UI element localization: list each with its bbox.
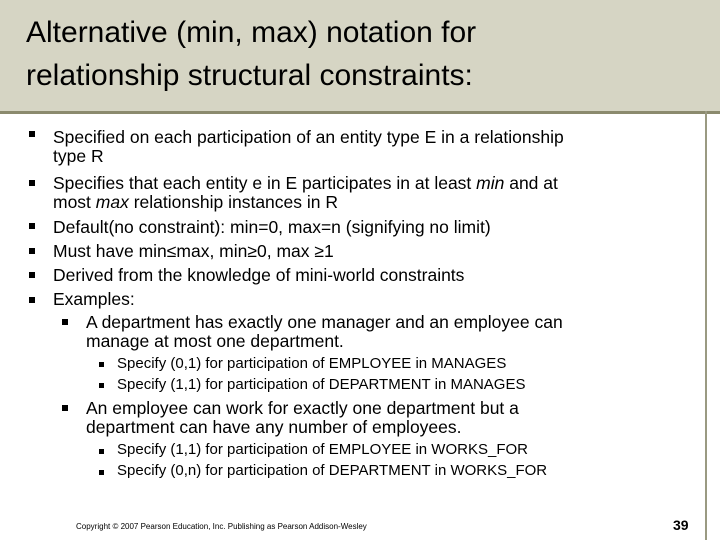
bullet-square-icon: [29, 223, 35, 229]
example-2-item-1: Specify (1,1) for participation of EMPLOYEE in WORKS_FOR: [117, 441, 528, 458]
bullet-5-line-1: Derived from the knowledge of mini-world constraints: [53, 265, 465, 285]
bullet-square-icon: [29, 180, 35, 186]
bullet-4-line-1: Must have min≤max, min≥0, max ≥1: [53, 241, 334, 261]
bullet-2-max: max: [95, 192, 129, 212]
bullet-2-line-1: [53, 174, 558, 192]
sub-bullet-square-icon: [62, 319, 68, 325]
bullet-2-line2-post: relationship instances in R: [128, 192, 338, 212]
bullet-6-line-1: Examples:: [53, 289, 135, 309]
example-1-item-2: Specify (1,1) for participation of DEPARTMENT in MANAGES: [117, 376, 526, 393]
bullet-square-icon: [29, 131, 35, 137]
example-1-item-1: Specify (0,1) for participation of EMPLOYEE in MANAGES: [117, 355, 507, 372]
page-number: 39: [673, 517, 689, 533]
bullet-square-icon: [29, 272, 35, 278]
bullet-2-text: Specifies that each entity e in E participates in at least: [53, 173, 477, 193]
title-line-1: Alternative (min, max) notation for: [26, 16, 477, 49]
bullet-1-line-1: Specified on each participation of an entity type E in a relationship: [53, 127, 564, 147]
copyright-footer: Copyright © 2007 Pearson Education, Inc. Publishing as Pearson Addison-Wesley: [76, 522, 367, 531]
title-line-2: relationship structural constraints:: [26, 59, 473, 92]
example-1-line-2: manage at most one department.: [86, 331, 344, 351]
bullet-1-line-2: type R: [53, 146, 104, 166]
sub-sub-bullet-square-icon: [99, 383, 104, 388]
bullet-2-line2-pre: most: [53, 192, 96, 212]
sub-bullet-square-icon: [62, 405, 68, 411]
example-2-line-2: department can have any number of employees.: [86, 417, 462, 437]
bullet-2-min: min: [476, 173, 505, 193]
bullet-2-line-2: [53, 193, 338, 211]
bullet-square-icon: [29, 297, 35, 303]
bullet-2-text-end: and at: [504, 173, 558, 193]
sub-sub-bullet-square-icon: [99, 449, 104, 454]
bullet-3-line-1: Default(no constraint): min=0, max=n (signifying no limit): [53, 217, 491, 237]
example-2-line-1: An employee can work for exactly one department but a: [86, 398, 519, 418]
example-1-line-1: A department has exactly one manager and an employee can: [86, 312, 563, 332]
sub-sub-bullet-square-icon: [99, 362, 104, 367]
sub-sub-bullet-square-icon: [99, 470, 104, 475]
bullet-square-icon: [29, 248, 35, 254]
example-2-item-2: Specify (0,n) for participation of DEPARTMENT in WORKS_FOR: [117, 462, 548, 479]
